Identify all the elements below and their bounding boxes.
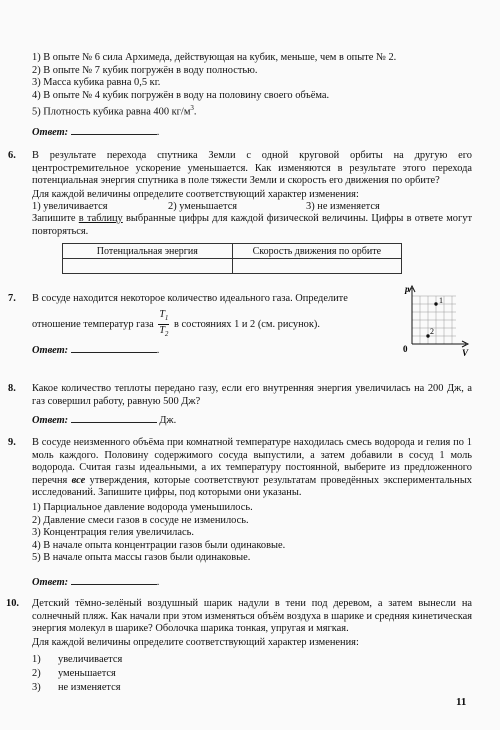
q5-option-3: 3) Масса кубика равна 0,5 кг.	[32, 77, 161, 89]
q7-line1: В сосуде находится некоторое количество идеального газа. Определите	[32, 293, 348, 304]
page-number: 11	[456, 696, 467, 708]
q10-number: 10.	[6, 598, 19, 609]
q6-write-instruction: Запишите в таблицу выбранные цифры для каждой физической величины. Цифры в ответе могут повторяться.	[32, 213, 472, 237]
q5-option-5: 5) Плотность кубика равна 400 $кг/м^3$.	[32, 104, 197, 118]
table-link: в таблицу	[78, 213, 123, 224]
q5-answer: Ответ: .	[32, 127, 160, 138]
q8-text: Какое количество теплоты передано газу, если его внутренняя энергия увеличилась на 200 Дж, а газ совершил работу, равную 500 Дж?	[32, 383, 472, 407]
q9-option-3: 3) Концентрация гелия увеличилась.	[32, 527, 194, 539]
q6-text: В результате перехода спутника Земли с одной круговой орбиты на другую его центростремительное ускорение уменьшается. Как изменяются в результате этого перехода потенциальная энергия спутника в поле тяжести Земли и скорость его движения по орбите?	[32, 150, 472, 187]
table-header-orbit-speed: Скорость движения по орбите	[232, 244, 401, 259]
answer-field[interactable]	[71, 343, 157, 353]
q7-line2: отношение температур газа $\frac{T_1}{T_2}$ в состояниях 1 и 2 (см. рисунок).	[32, 309, 320, 338]
q6-choice-1: 1) увеличивается	[32, 201, 108, 212]
axis-label-v: V	[462, 348, 469, 358]
q9-option-5: 5) В начале опыта массы газов были одинаковые.	[32, 552, 251, 564]
q6-instruction: Для каждой величины определите соответствующий характер изменения:	[32, 189, 359, 200]
answer-field[interactable]	[71, 125, 157, 135]
q5-options	[32, 52, 472, 119]
q9-option-2: 2) Давление смеси газов в сосуде не изменилось.	[32, 514, 249, 526]
q9-number: 9.	[8, 437, 16, 448]
state-point-1	[434, 302, 437, 305]
q5-option-1: 1) В опыте № 6 сила Архимеда, действующая на кубик, меньше, чем в опыте № 2.	[32, 52, 397, 63]
q10-choices	[32, 654, 122, 696]
q10-choice-3: 3) не изменяется	[32, 682, 121, 693]
point-2-label: 2	[430, 327, 434, 336]
pv-graph	[398, 282, 472, 358]
answer-cell-orbit-speed[interactable]	[232, 259, 401, 274]
q5-option-4: 4) В опыте № 4 кубик погружён в воду на половину своего объёма.	[32, 89, 330, 101]
graph-grid	[412, 296, 456, 344]
q6-choice-2: 2) уменьшается	[168, 201, 238, 212]
answer-label: Ответ:	[32, 127, 69, 138]
q7-number: 7.	[8, 293, 16, 304]
q5-option-2: 2) В опыте № 7 кубик погружён в воду полностью.	[32, 64, 258, 76]
q8-answer: Ответ: Дж.	[32, 415, 177, 426]
q10-choice-2: 2) уменьшается	[32, 668, 116, 679]
answer-field[interactable]	[71, 413, 157, 423]
q6-choice-3: 3) не изменяется	[306, 201, 380, 212]
point-1-label: 1	[439, 296, 443, 305]
q6-answer-table	[62, 243, 402, 274]
q6-number: 6.	[8, 150, 16, 161]
q9-options	[32, 502, 472, 565]
table-header-potential-energy: Потенциальная энергия	[63, 244, 233, 259]
q9-option-4: 4) В начале опыта концентрации газов были одинаковые.	[32, 539, 286, 551]
answer-field[interactable]	[71, 575, 157, 585]
answer-cell-potential-energy[interactable]	[63, 259, 233, 274]
q9-option-1: 1) Парциальное давление водорода уменьшилось.	[32, 502, 253, 513]
q10-text: Детский тёмно-зелёный воздушный шарик надули в тени под деревом, а затем вынесли на солнечный пляж. Как начали при этом изменяться объём воздуха в шарике и средняя кинетическая энергия молекул в шарике? Оболочка шарика тонкая, упругая и мягкая.	[32, 598, 472, 635]
q10-choice-1: 1) увеличивается	[32, 654, 123, 665]
q9-answer: Ответ: .	[32, 577, 160, 588]
q10-instruction: Для каждой величины определите соответствующий характер изменения:	[32, 637, 359, 648]
q8-number: 8.	[8, 383, 16, 394]
q9-text: В сосуде неизменного объёма при комнатной температуре находилась смесь водорода и гелия по 1 моль каждого. Половину содержимого сосуда выпустили, а затем добавили в сосуд 1 моль водорода. Считая газы идеальными, а их температуру постоянной, выберите из предложенного перечня все утверждения, которые соответствуют результатам проведённых экспериментальных исследований. Запишите цифры, под которыми они указаны.	[32, 437, 472, 499]
q7-answer: Ответ: .	[32, 345, 160, 356]
origin-label: 0	[403, 344, 408, 354]
axis-label-p: p	[405, 284, 410, 294]
temperature-ratio: $\frac{T_1}{T_2}$	[159, 309, 169, 338]
